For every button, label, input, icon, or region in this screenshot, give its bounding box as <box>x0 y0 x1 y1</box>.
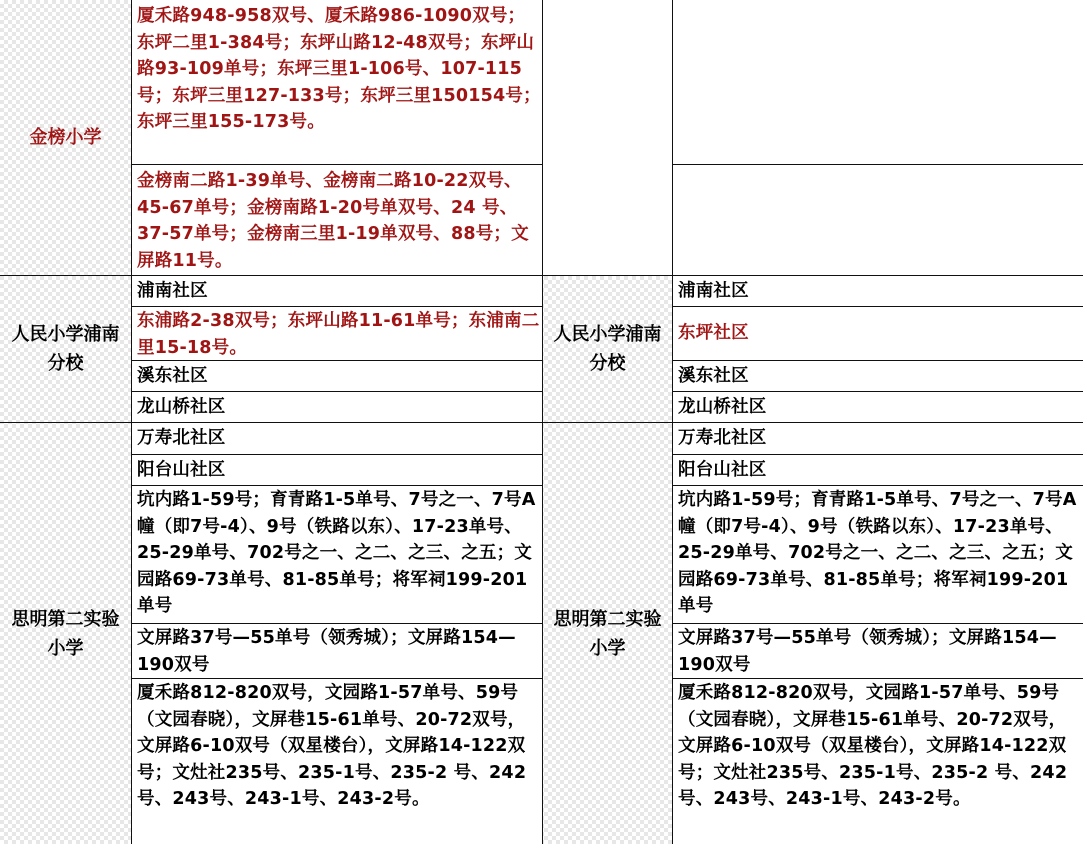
renmin-right-row-3: 溪东社区 <box>673 361 1083 391</box>
siming-left-row-5: 厦禾路812-820双号，文园路1-57单号、59号（文园春晓），文屏巷15-61单号、20-72双号，文屏路6-10双号（双星楼台），文屏路14-122双号；文灶社235号、235-1号、235-2 号、242号、243号、243-1号、243-2号。 <box>132 679 542 844</box>
school-name-siming-right <box>543 423 672 844</box>
grid-line-h-renmin-2-right <box>672 360 1083 361</box>
renmin-left-row-2: 东浦路2-38双号；东坪山路11-61单号；东浦南二里15-18号。 <box>132 307 542 360</box>
siming-right-row-2: 阳台山社区 <box>673 455 1083 485</box>
grid-line-h-jinbang-mid-right <box>672 164 1083 165</box>
siming-right-row-3: 坑内路1-59号；育青路1-5单号、7号之一、7号A幢（即7号-4）、9号（铁路以东）、17-23单号、25-29单号、702号之一、之二、之三、之五；文园路69-73单号、81-85单号；将军祠199-201单号 <box>673 486 1083 623</box>
grid-line-h-siming-3-left <box>131 623 543 624</box>
school-name-renmin-left <box>0 276 131 422</box>
siming-left-row-4: 文屏路37号—55单号（领秀城）；文屏路154—190双号 <box>132 624 542 678</box>
siming-right-row-4: 文屏路37号—55单号（领秀城）；文屏路154—190双号 <box>673 624 1083 678</box>
school-name-siming-right-text: 思明第二实验小学 <box>553 608 662 659</box>
jinbang-address-1: 厦禾路948-958双号、厦禾路986-1090双号；东坪二里1-384号；东坪山路12-48双号；东坪山路93-109单号；东坪三里1-106号、107-115号；东坪三里127-133号；东坪三里150154号；东坪三里155-173号。 <box>132 0 542 164</box>
grid-line-h-siming-4-right <box>672 678 1083 679</box>
grid-line-h-siming-1-left <box>131 454 543 455</box>
jinbang-address-2: 金榜南二路1-39单号、金榜南二路10-22双号、 45-67单号；金榜南路1-20号单双号、24 号、37-57单号；金榜南三里1-19单双号、88号；文屏路11号。 <box>132 165 542 275</box>
school-name-jinbang-text: 金榜小学 <box>29 127 102 148</box>
renmin-left-row-1: 浦南社区 <box>132 276 542 306</box>
siming-left-row-2: 阳台山社区 <box>132 455 542 485</box>
school-name-renmin-right <box>543 276 672 422</box>
siming-left-row-3: 坑内路1-59号；育青路1-5单号、7号之一、7号A幢（即7号-4）、9号（铁路以东）、17-23单号、25-29单号、702号之一、之二、之三、之五；文园路69-73单号、81-85单号；将军祠199-201单号 <box>132 486 542 623</box>
grid-line-h-renmin-2-left <box>131 360 543 361</box>
empty-school-cell <box>543 0 672 275</box>
siming-right-row-1: 万寿北社区 <box>673 423 1083 454</box>
empty-address-cell-1 <box>673 0 1083 164</box>
grid-line-h-jinbang-end <box>0 275 1083 276</box>
grid-line-h-siming-1-right <box>672 454 1083 455</box>
grid-line-h-renmin-1-left <box>131 306 543 307</box>
renmin-right-row-4: 龙山桥社区 <box>673 392 1083 422</box>
school-name-renmin-right-text: 人民小学浦南分校 <box>553 324 662 374</box>
siming-left-row-1: 万寿北社区 <box>132 423 542 454</box>
renmin-right-row-2: 东坪社区 <box>673 307 1083 360</box>
school-name-renmin-left-text: 人民小学浦南分校 <box>11 324 120 374</box>
school-name-siming-left-text: 思明第二实验小学 <box>11 608 120 659</box>
grid-line-h-siming-3-right <box>672 623 1083 624</box>
grid-line-h-renmin-1-right <box>672 306 1083 307</box>
school-name-jinbang <box>0 0 131 275</box>
empty-address-cell-2 <box>673 165 1083 275</box>
grid-line-h-siming-4-left <box>131 678 543 679</box>
grid-line-h-jinbang-mid-left <box>131 164 543 165</box>
renmin-right-row-1: 浦南社区 <box>673 276 1083 306</box>
siming-right-row-5: 厦禾路812-820双号，文园路1-57单号、59号（文园春晓），文屏巷15-61单号、20-72双号，文屏路6-10双号（双星楼台），文屏路14-122双号；文灶社235号、235-1号、235-2 号、242号、243号、243-1号、243-2号。 <box>673 679 1083 844</box>
grid-line-h-siming-2-left <box>131 485 543 486</box>
grid-line-h-renmin-end <box>0 422 1083 423</box>
school-name-siming-left <box>0 423 131 844</box>
grid-line-h-renmin-3-left <box>131 391 543 392</box>
grid-line-h-siming-2-right <box>672 485 1083 486</box>
grid-line-h-renmin-3-right <box>672 391 1083 392</box>
renmin-left-row-4: 龙山桥社区 <box>132 392 542 422</box>
renmin-left-row-3: 溪东社区 <box>132 361 542 391</box>
